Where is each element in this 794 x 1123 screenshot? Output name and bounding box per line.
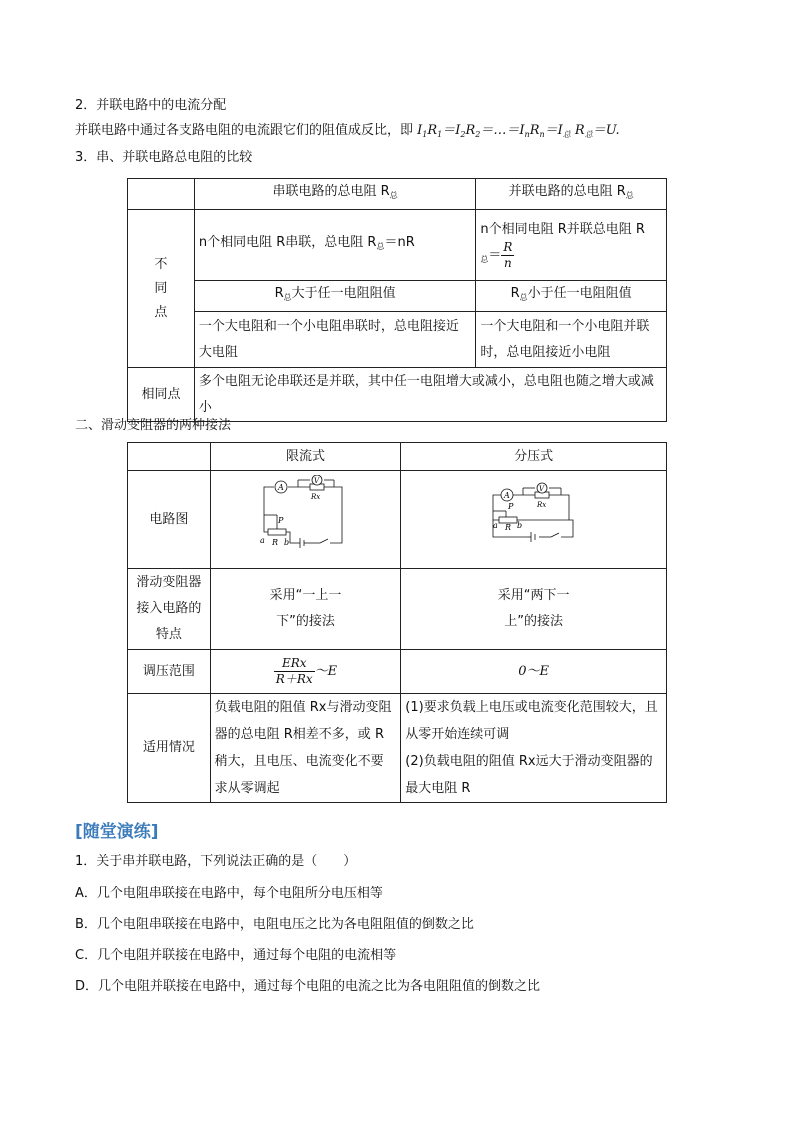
rheostat-table [127, 442, 667, 803]
divider-circuit-diagram [479, 475, 589, 555]
svg-text:R: R [272, 537, 279, 547]
practice-question: 1．关于串并联电路，下列说法正确的是（ ） [75, 854, 357, 869]
table2-header-limit: 限流式 [210, 443, 401, 471]
table1-same-label: 相同点 [128, 368, 195, 422]
table1-parallel-same: n个相同电阻 R并联总电阻 R $_总$＝ $\frac{R}{n}$ [476, 210, 667, 281]
svg-text:b: b [284, 537, 290, 547]
section-heading-current-distribution: 2．并联电路中的电流分配 [75, 98, 227, 113]
table1-series-greater: $R_总$大于任一电阻阻值 [194, 281, 475, 312]
svg-text:b: b [516, 520, 522, 530]
svg-text:P: P [278, 515, 284, 525]
table2-circuit-label: 电路图 [128, 471, 211, 569]
svg-text:Rx: Rx [536, 500, 546, 509]
svg-text:Rx: Rx [311, 492, 321, 501]
svg-text:P: P [507, 501, 514, 511]
svg-text:A: A [503, 490, 510, 500]
svg-text:A: A [278, 482, 285, 492]
table1-diff-label: 不同点 [128, 210, 195, 368]
resistance-compare-table [127, 178, 667, 422]
limit-feature: 采用“一上一下”的接法 [210, 569, 401, 650]
current-distribution-text [75, 121, 620, 145]
svg-text:V: V [314, 476, 320, 485]
section-heading-resistance-compare: 3．串、并联电路总电阻的比较 [75, 150, 253, 165]
current-distribution-formula: $I_1R_1=I_2R_2=\dots=I_nR_n=I_总$ $R_总=U$. [417, 123, 620, 139]
svg-text:V: V [538, 484, 544, 493]
table2-header-divider: 分压式 [401, 443, 667, 471]
current-distribution-prefix: 并联电路中通过各支路电阻的电流跟它们的阻值成反比，即 [75, 123, 418, 138]
divider-range: 0～E [401, 650, 667, 694]
limit-range-fraction: $\frac{\text{ERx}}{R+Rx}$ [275, 656, 313, 686]
table2-corner-cell [128, 443, 211, 471]
table1-same-text: 多个电阻无论串联还是并联，其中任一电阻增大或减小，总电阻也随之增大或减小 [194, 368, 666, 422]
limit-range: $\frac{\text{ERx}}{R+Rx}$ ～E [210, 650, 401, 694]
table2-use-label: 适用情况 [128, 694, 211, 803]
table1-parallel-less: $R_总$小于任一电阻阻值 [476, 281, 667, 312]
table1-series-bigsmall: 一个大电阻和一个小电阻串联时，总电阻接近大电阻 [194, 312, 475, 368]
option-d: D．几个电阻并联接在电路中，通过每个电阻的电流之比为各电阻阻值的倒数之比 [75, 979, 541, 994]
svg-text:R: R [504, 522, 511, 532]
divider-feature: 采用“两下一上”的接法 [401, 569, 667, 650]
table1-header-series: 串联电路的总电阻 $R_总$ [194, 179, 475, 210]
divider-circuit-cell [401, 471, 667, 569]
divider-use: (1)要求负载上电压或电流变化范围较大，且从零开始连续可调 (2)负载电阻的阻值 Rx远大于滑动变阻器的最大电阻 R [401, 694, 667, 803]
table1-parallel-fraction: $\frac{R}{n}$ [503, 239, 513, 270]
table1-parallel-bigsmall: 一个大电阻和一个小电阻并联时，总电阻接近小电阻 [476, 312, 667, 368]
table1-corner-cell [128, 179, 195, 210]
practice-title: [随堂演练] [75, 822, 159, 842]
option-b: B．几个电阻串联接在电路中，电阻电压之比为各电阻阻值的倒数之比 [75, 917, 474, 932]
option-c: C．几个电阻并联接在电路中，通过每个电阻的电流相等 [75, 948, 397, 963]
svg-text:a: a [492, 520, 498, 530]
table2-range-label: 调压范围 [128, 650, 211, 694]
table2-feature-label: 滑动变阻器接入电路的特点 [128, 569, 211, 650]
limit-circuit-diagram [250, 475, 360, 555]
table1-series-same: n个相同电阻 R串联，总电阻 $R_总=nR$ [194, 210, 475, 281]
part2-heading: 二、滑动变阻器的两种接法 [75, 418, 232, 433]
option-a: A．几个电阻串联接在电路中，每个电阻所分电压相等 [75, 886, 383, 901]
svg-text:a: a [260, 535, 266, 545]
table1-header-parallel: 并联电路的总电阻 $R_总$ [476, 179, 667, 210]
limit-use: 负载电阻的阻值 Rx与滑动变阻器的总电阻 R相差不多，或 R稍大，且电压、电流变化不要求从零调起 [210, 694, 401, 803]
limit-circuit-cell [210, 471, 401, 569]
